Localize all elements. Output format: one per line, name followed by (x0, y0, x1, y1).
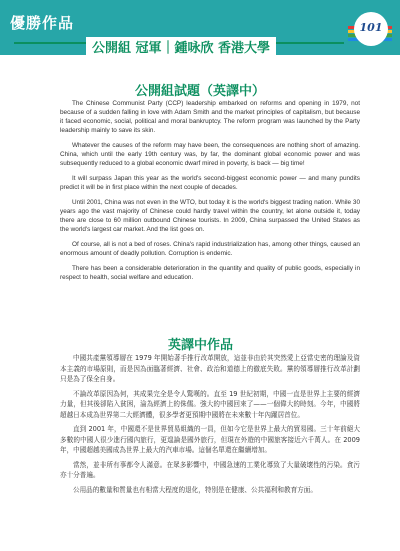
section-heading: 優勝作品 (10, 14, 75, 32)
chinese-paragraph: 當然，並非所有事都令人滿意。在眾多影響中，中國急速的工業化導致了大量破壞性的污染。貪污亦十分普遍。 (60, 460, 360, 479)
chinese-paragraph: 中國共產黨領導層在 1979 年開始著手推行改革開放，這並非由於其突然愛上亞當史密的理論及資本主義的市場原則，而是因為面臨著經濟、社會、政治和道德上的徹底失敗。黨的領導層推行改革計劃只是為了保全自身。 (60, 354, 360, 383)
english-paragraph: Whatever the causes of the reform may have been, the consequences are nothing short of amazing. China, which until the early 19th century was, by far, the dominant global economic power and was subsequently reduced to a global economic dwarf mired in poverty, is back — big time! (60, 142, 360, 167)
chinese-translation (60, 353, 360, 499)
english-paragraph: The Chinese Communist Party (CCP) leadership embarked on reforms and opening in 1979, not because of a sudden falling in love with Adam Smith and the market principles of capitalism, but because it faced economic, social, political and moral bankruptcy. The reform program was launched by the Party leadership mainly to save its skin. (60, 100, 360, 134)
chinese-paragraph: 不論改革原因為何，其成果完全是令人驚嘆的。直至 19 世紀初期，中國一直是世界上主要的經濟力量，但其後卻陷入貧困，淪為經濟上的侏儒。強大的中國回來了——一個偉大的時刻。今年，中國將超越日本成為世界第二大經濟體，很多學者更預期中國將在未來數十年內躍居首位。 (60, 389, 360, 419)
competition-logo (348, 4, 392, 48)
question-title: 公開組試題（英譯中） (134, 84, 265, 99)
english-paragraph: Until 2001, China was not even in the WTO, but today it is the world's biggest trading nation. While 30 years ago the vast majority of Chinese could hardly travel within the country, let alone outside it, today there are close to 60 million outbound Chinese tourists. In 2009, China surpassed the United States as the world's largest car market. And the list goes on. (60, 199, 360, 233)
english-paragraph: There has been a considerable deterioration in the quantity and quality of public goods, especially in respect to health, social welfare and education. (60, 265, 360, 281)
logo-number: 101 (359, 21, 383, 34)
winner-subtitle: 公開組 冠軍｜鍾咏欣 香港大學 (86, 37, 276, 56)
english-passage (60, 99, 360, 288)
chinese-paragraph: 直到 2001 年，中國還不是世界貿易組織的一員，但如今它是世界上最大的貿易國。三十年前絕大多數的中國人很少進行國內旅行，更遑論是國外旅行，但現在外遊的中國旅客接近六千萬人。在 2009 年，中國超越美國成為世界上最大的汽車市場。這個名單還在繼續增加。 (60, 425, 360, 454)
translation-title: 英譯中作品 (168, 338, 234, 353)
chinese-paragraph: 公用品的數量和質量也有相當大程度的退化，特別是在健康、公共福利和教育方面。 (73, 485, 317, 494)
english-paragraph: Of course, all is not a bed of roses. China's rapid industrialization has, among other things, caused an enormous amount of deadly pollution. Corruption is endemic. (60, 241, 360, 257)
english-paragraph: It will surpass Japan this year as the world's second-biggest economic power — and many pundits predict it will be in first place within the next couple of decades. (60, 175, 360, 191)
